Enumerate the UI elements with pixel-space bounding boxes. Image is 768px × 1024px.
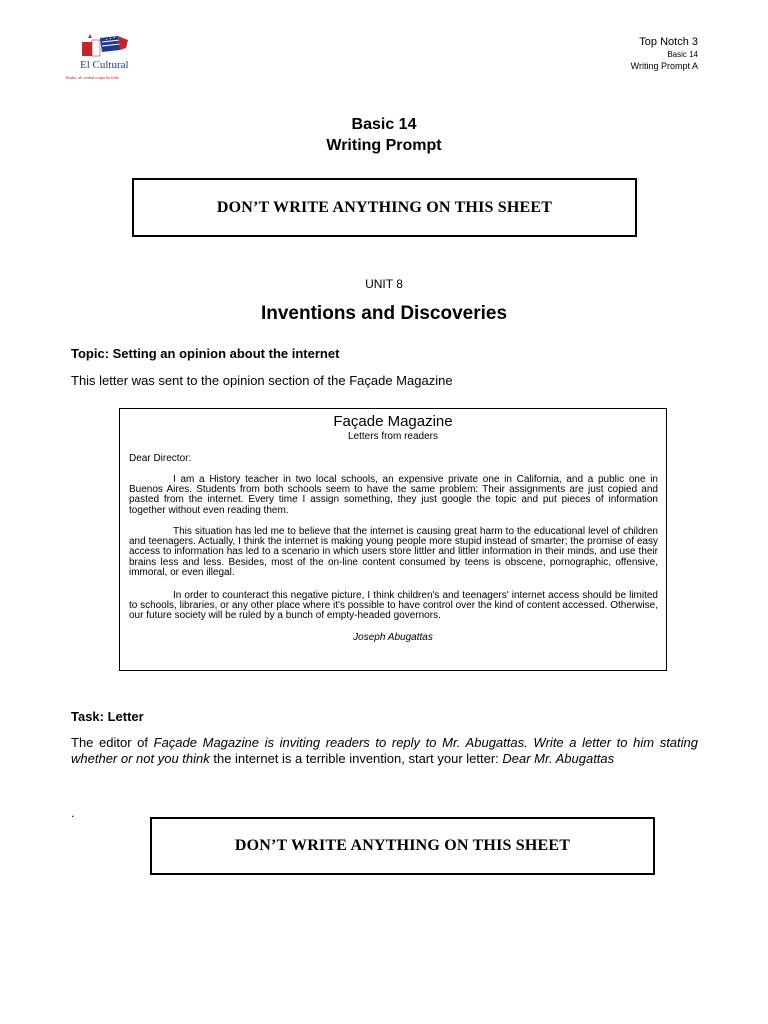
intro-text: This letter was sent to the opinion section of the Façade Magazine (71, 373, 453, 388)
stray-dot: . (71, 806, 75, 820)
magazine-subtitle: Letters from readers (347, 431, 439, 442)
page-title: Basic 14 (351, 116, 417, 133)
letter-paragraph: I am a History teacher in two local schools, an expensive private one in California, and a public one in Buenos Aires. Students from both schools seem to have the same problem: Their assignments are just copied and pasted from the internet. Every time I assign something, they just google the topic and put pieces of information together without even reading them. (129, 474, 658, 516)
logo-name: El Cultural (80, 59, 129, 71)
unit-label: UNIT 8 (365, 277, 403, 291)
header-prompt: Writing Prompt A (630, 61, 698, 71)
warning-box-top (132, 178, 637, 237)
task-text (71, 735, 698, 766)
magazine-title: Façade Magazine (333, 413, 453, 430)
task-label: Task: Letter (71, 709, 144, 724)
page-subtitle: Writing Prompt (326, 137, 442, 154)
warning-text: DON’T WRITE ANYTHING ON THIS SHEET (216, 198, 553, 216)
letter-signature: Joseph Abugattas (353, 632, 433, 643)
letter-box (119, 408, 667, 671)
logo-tagline: Rodas: de verdad a aquí ha leído (66, 75, 120, 80)
letter-salutation: Dear Director: (129, 453, 192, 464)
task-text-part: The editor of (71, 735, 154, 750)
header-course: Top Notch 3 (639, 36, 698, 48)
task-text-italic: Dear Mr. Abugattas (502, 750, 615, 766)
unit-title: Inventions and Discoveries (260, 303, 508, 324)
warning-box-bottom (150, 817, 655, 875)
letter-paragraph: In order to counteract this negative picture, I think children's and teenagers' internet access should be limited to schools, libraries, or any other place where it's possible to have control over the kind of content accessed. Otherwise, our future society will be ruled by a bunch of empty-headed governors. (129, 590, 658, 622)
task-text-part: the internet is a terrible invention, start your letter: (209, 750, 503, 766)
topic: Topic: Setting an opinion about the internet (71, 346, 340, 361)
header-level: Basic 14 (667, 50, 698, 59)
letter-paragraph: This situation has led me to believe that the internet is causing great harm to the educational level of children and teenagers. Actually, I think the internet is making young people more stupid instead of smarter; the promise of easy access to information has led to a scenario in which users store littler and littler information in their minds, and use their brains less and less. Besides, most of the on-line content consumed by teens is obscene, pornographic, offensive, immoral, or even illegal. (129, 526, 658, 578)
warning-text: DON’T WRITE ANYTHING ON THIS SHEET (234, 837, 571, 854)
task-text-italic: Façade Magazine is inviting readers to reply to Mr. Abugattas. Write a letter to him stating whether or not you think (71, 735, 698, 766)
